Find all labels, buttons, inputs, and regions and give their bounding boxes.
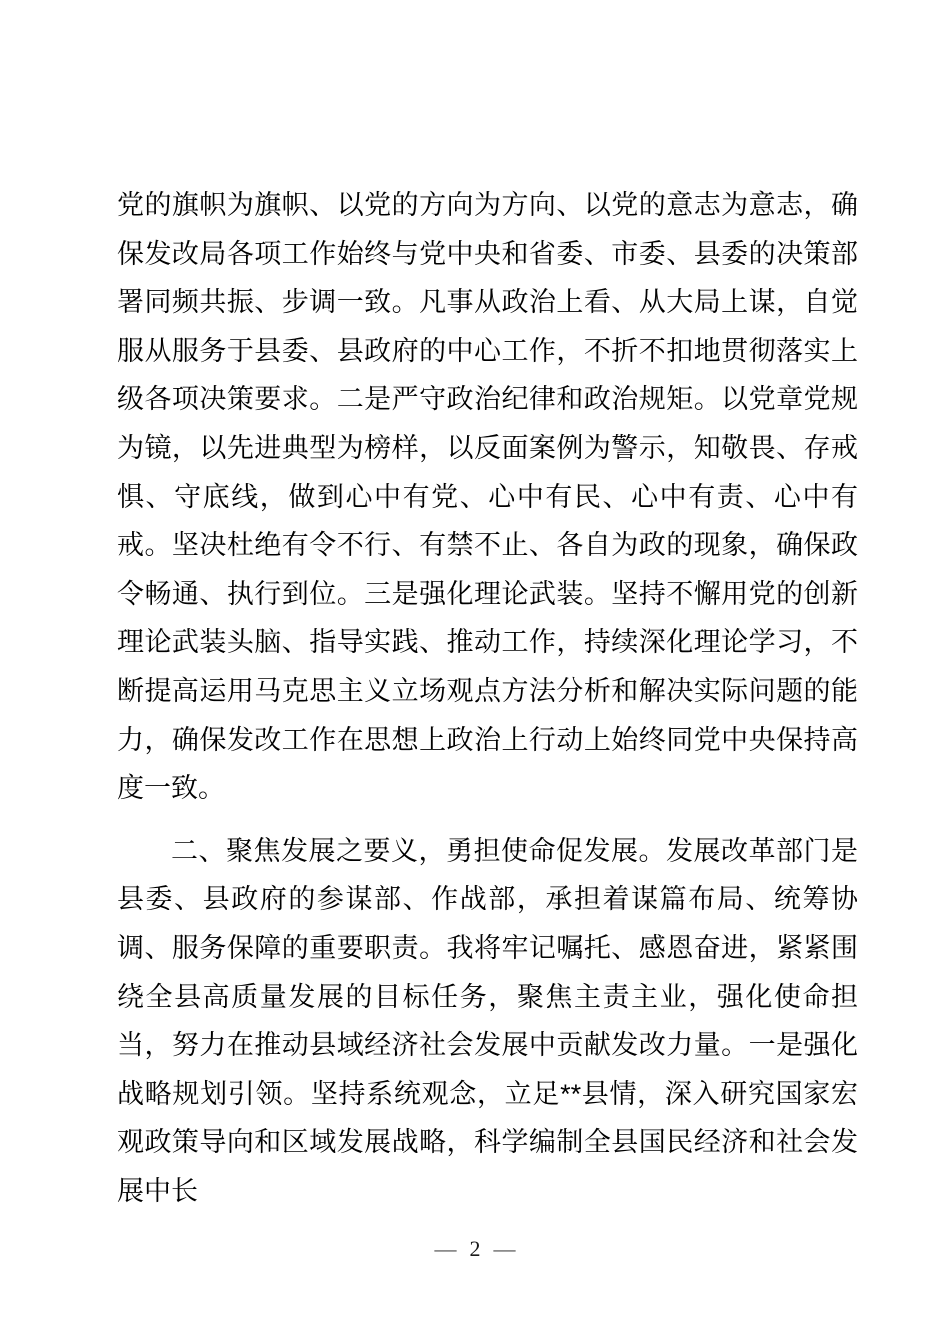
page-number-footer (0, 1236, 950, 1262)
footer-left-dash: — (434, 1236, 457, 1261)
paragraph-continuation: 党的旗帜为旗帜、以党的方向为方向、以党的意志为意志，确保发改局各项工作始终与党中央和省委、市委、县委的决策部署同频共振、步调一致。凡事从政治上看、从大局上谋，自觉服从服务于县委、县政府的中心工作，不折不扣地贯彻落实上级各项决策要求。二是严守政治纪律和政治规矩。以党章党规为镜，以先进典型为榜样，以反面案例为警示，知敬畏、存戒惧、守底线，做到心中有党、心中有民、心中有责、心中有戒。坚决杜绝有令不行、有禁不止、各自为政的现象，确保政令畅通、执行到位。三是强化理论武装。坚持不懈用党的创新理论武装头脑、指导实践、推动工作，持续深化理论学习，不断提高运用马克思主义立场观点方法分析和解决实际问题的能力，确保发改工作在思想上政治上行动上始终同党中央保持高度一致。 (117, 190, 858, 804)
page-number: 2 (469, 1236, 481, 1261)
document-body (117, 181, 858, 1215)
paragraph-section-two: 二、聚焦发展之要义，勇担使命促发展。发展改革部门是县委、县政府的参谋部、作战部，承担着谋篇布局、统筹协调、服务保障的重要职责。我将牢记嘱托、感恩奋进，紧紧围绕全县高质量发展的目标任务，聚焦主责主业，强化使命担当，努力在推动县域经济社会发展中贡献发改力量。一是强化战略规划引领。坚持系统观念，立足**县情，深入研究国家宏观政策导向和区域发展战略，科学编制全县国民经济和社会发展中长 (117, 835, 858, 1206)
footer-right-dash: — (493, 1236, 516, 1261)
